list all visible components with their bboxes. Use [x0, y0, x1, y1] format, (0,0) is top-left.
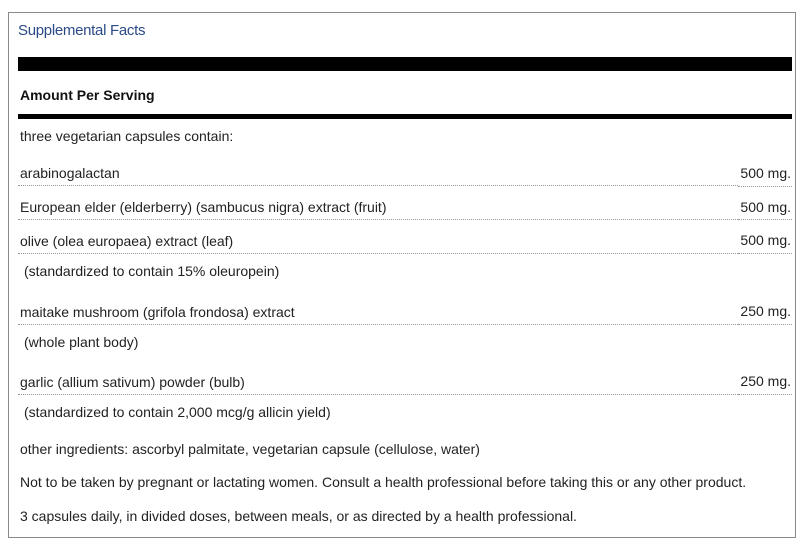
- ingredient-amount: 250 mg.: [740, 303, 791, 319]
- row-rule: [18, 185, 738, 186]
- ingredient-amount: 500 mg.: [740, 165, 791, 181]
- panel-title: Supplemental Facts: [18, 22, 146, 39]
- row-rule: [738, 186, 792, 187]
- ingredient-name: olive (olea europaea) extract (leaf): [20, 233, 234, 249]
- ingredient-amount: 250 mg.: [740, 373, 791, 389]
- ingredient-amount: 500 mg.: [740, 199, 791, 215]
- ingredient-amount: 500 mg.: [740, 232, 791, 248]
- directions-text: 3 capsules daily, in divided doses, between meals, or as directed by a health professional.: [20, 508, 577, 524]
- other-ingredients: other ingredients: ascorbyl palmitate, vegetarian capsule (cellulose, water): [20, 441, 480, 457]
- amount-per-serving-heading: Amount Per Serving: [20, 87, 155, 103]
- medium-divider: [18, 114, 792, 119]
- row-rule: [18, 219, 738, 220]
- row-rule: [738, 324, 792, 325]
- ingredient-note: (standardized to contain 2,000 mcg/g allicin yield): [24, 404, 331, 420]
- row-rule: [18, 253, 738, 254]
- row-rule: [738, 253, 792, 254]
- ingredient-name: maitake mushroom (grifola frondosa) extract: [20, 304, 295, 320]
- row-rule: [738, 219, 792, 220]
- ingredient-name: arabinogalactan: [20, 165, 120, 181]
- warning-text: Not to be taken by pregnant or lactating women. Consult a health professional before taking this or any other product.: [20, 474, 747, 490]
- row-rule: [738, 394, 792, 395]
- ingredient-note: (whole plant body): [24, 334, 139, 350]
- serving-note: three vegetarian capsules contain:: [20, 128, 234, 144]
- ingredient-note: (standardized to contain 15% oleuropein): [24, 263, 280, 279]
- row-rule: [18, 324, 738, 325]
- row-rule: [18, 394, 738, 395]
- ingredient-name: garlic (allium sativum) powder (bulb): [20, 374, 245, 390]
- ingredient-name: European elder (elderberry) (sambucus nigra) extract (fruit): [20, 199, 387, 215]
- thick-divider: [18, 57, 792, 71]
